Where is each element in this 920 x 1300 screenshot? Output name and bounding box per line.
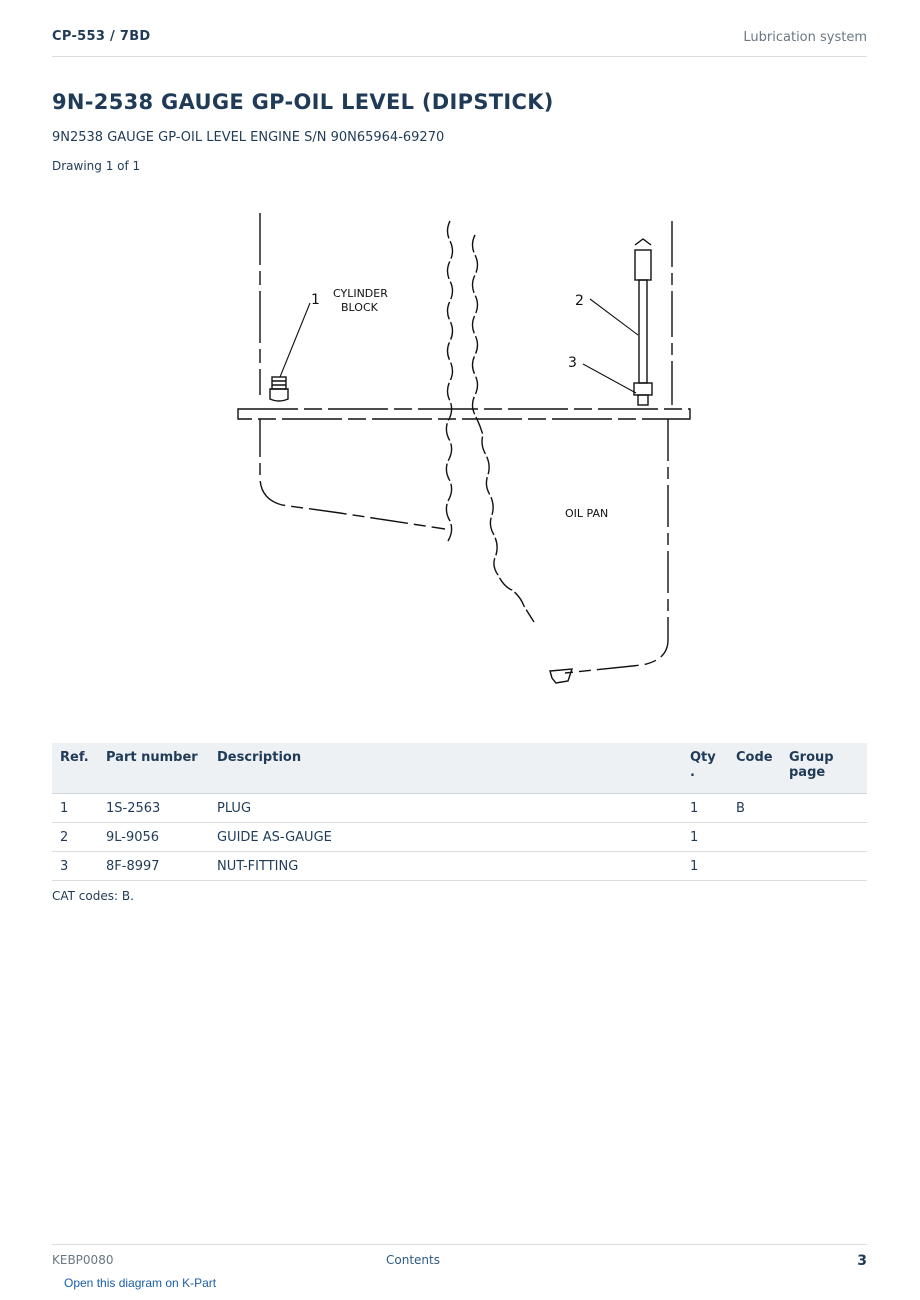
- cell-qty: 1: [682, 823, 728, 852]
- table-row: [52, 852, 867, 881]
- cell-group-page: [781, 823, 867, 852]
- table-row: [52, 794, 867, 823]
- cell-ref: 1: [52, 794, 98, 823]
- table-row: [52, 823, 867, 852]
- page-number: 3: [857, 1253, 867, 1269]
- break-line-right: [473, 235, 535, 622]
- callout-1: 1: [311, 292, 320, 308]
- callout-2: 2: [575, 293, 584, 309]
- header-qty: [682, 743, 728, 794]
- header-description: Description: [209, 743, 682, 794]
- oil-pan-left-wall: [260, 419, 445, 529]
- header-qty-line1: Qty: [690, 750, 716, 765]
- cell-ref: 3: [52, 852, 98, 881]
- contents-link[interactable]: Contents: [386, 1253, 440, 1267]
- oil-pan-drain: [550, 669, 572, 683]
- cell-group-page: [781, 852, 867, 881]
- page-footer: [52, 1244, 867, 1275]
- callout-3: 3: [568, 355, 577, 371]
- kpart-diagram-link[interactable]: Open this diagram on K-Part: [64, 1276, 217, 1290]
- page-subtitle: 9N2538 GAUGE GP-OIL LEVEL ENGINE S/N 90N65964-69270: [52, 130, 445, 145]
- cell-part-number: 8F-8997: [98, 852, 209, 881]
- cell-description: NUT-FITTING: [209, 852, 682, 881]
- document-id: KEBP0080: [52, 1253, 114, 1267]
- section-name: Lubrication system: [743, 30, 867, 45]
- label-cylinder: CYLINDER: [333, 287, 388, 300]
- header-ref: Ref.: [52, 743, 98, 794]
- table-header-row: [52, 743, 867, 794]
- cell-qty: 1: [682, 794, 728, 823]
- page-header: [52, 29, 867, 57]
- flange-plate: [238, 409, 690, 419]
- cell-group-page: [781, 794, 867, 823]
- header-part-number: Part number: [98, 743, 209, 794]
- cell-code: [728, 823, 781, 852]
- oil-pan-right-wall: [565, 419, 668, 673]
- cell-part-number: 1S-2563: [98, 794, 209, 823]
- cell-ref: 2: [52, 823, 98, 852]
- header-code: Code: [728, 743, 781, 794]
- header-group-page: [781, 743, 867, 794]
- plug-part: [270, 377, 288, 401]
- cat-codes-note: CAT codes: B.: [52, 889, 134, 903]
- cell-code: [728, 852, 781, 881]
- header-group-line2: page: [789, 765, 826, 780]
- leader-line-2: [590, 299, 638, 335]
- page-title: 9N-2538 GAUGE GP-OIL LEVEL (DIPSTICK): [52, 90, 554, 114]
- leader-line-1: [280, 303, 310, 377]
- header-group-line1: Group: [789, 750, 834, 765]
- break-line-left: [446, 221, 452, 541]
- parts-table: [52, 743, 867, 881]
- drawing-count: Drawing 1 of 1: [52, 159, 141, 173]
- header-qty-line2: .: [690, 765, 695, 780]
- cell-description: PLUG: [209, 794, 682, 823]
- label-oil-pan: OIL PAN: [565, 507, 609, 520]
- cell-description: GUIDE AS-GAUGE: [209, 823, 682, 852]
- cell-code: B: [728, 794, 781, 823]
- parts-diagram: [200, 195, 720, 705]
- parts-diagram-drawing: [200, 195, 720, 705]
- label-block: BLOCK: [341, 301, 378, 314]
- document-code: CP-553 / 7BD: [52, 29, 151, 44]
- cell-part-number: 9L-9056: [98, 823, 209, 852]
- cell-qty: 1: [682, 852, 728, 881]
- leader-line-3: [583, 364, 636, 393]
- gauge-guide-part: [634, 239, 652, 405]
